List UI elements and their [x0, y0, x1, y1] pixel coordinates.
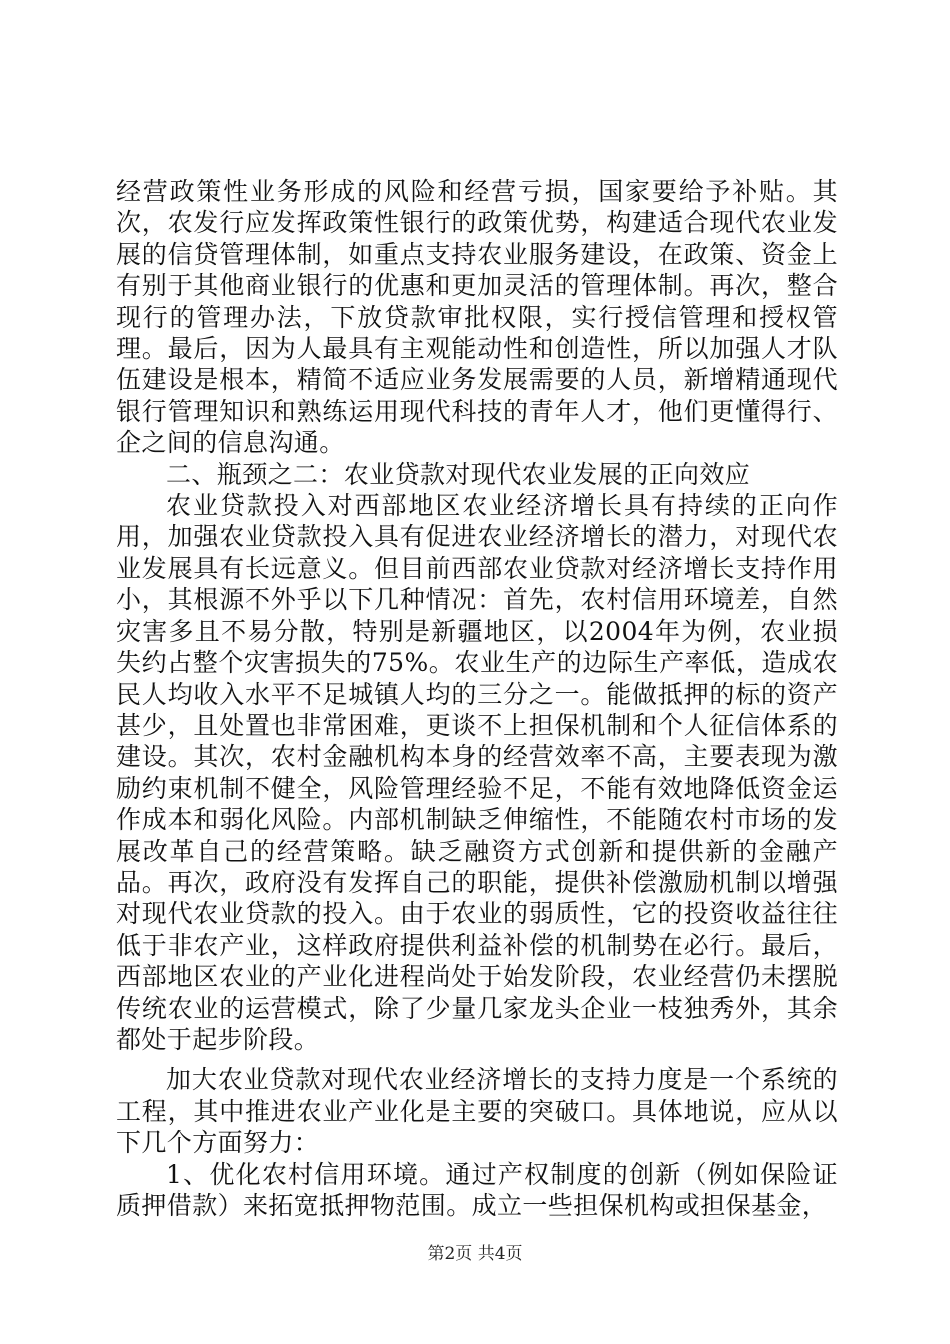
paragraph: 农业贷款投入对西部地区农业经济增长具有持续的正向作用，加强农业贷款投入具有促进农业经济增长的潜力，对现代农业发展具有长远意义。但目前西部农业贷款对经济增长支持作用小，其根源不外乎以下几种情况：首先，农村信用环境差，自然灾害多且不易分散，特别是新疆地区，以2004年为例，农业损失约占整个灾害损失的75%。农业生产的边际生产率低，造成农民人均收入水平不足城镇人均的三分之一。能做抵押的标的资产甚少，且处置也非常困难，更谈不上担保机制和个人征信体系的建设。其次，农村金融机构本身的经营效率不高，主要表现为激励约束机制不健全，风险管理经验不足，不能有效地降低资金运作成本和弱化风险。内部机制缺乏伸缩性，不能随农村市场的发展改革自己的经营策略。缺乏融资方式创新和提供新的金融产品。再次，政府没有发挥自己的职能，提供补偿激励机制以增强对现代农业贷款的投入。由于农业的弱质性，它的投资收益往往低于非农产业，这样政府提供利益补偿的机制势在必行。最后，西部地区农业的产业化进程尚处于始发阶段，农业经营仍未摆脱传统农业的运营模式，除了少量几家龙头企业一枝独秀外，其余都处于起步阶段。 — [116, 491, 838, 1054]
paragraph-list-item: 1、优化农村信用环境。通过产权制度的创新（例如保险证质押借款）来拓宽抵押物范围。成立一些担保机构或担保基金， — [116, 1159, 838, 1220]
page-footer — [0, 1244, 950, 1264]
paragraph-gap — [116, 1055, 838, 1064]
document-body — [116, 176, 838, 1221]
section-heading: 二、瓶颈之二：农业贷款对现代农业发展的正向效应 — [166, 459, 751, 489]
paragraph-continuation: 经营政策性业务形成的风险和经营亏损，国家要给予补贴。其次，农发行应发挥政策性银行的政策优势，构建适合现代农业发展的信贷管理体制，如重点支持农业服务建设，在政策、资金上有别于其他商业银行的优惠和更加灵活的管理体制。再次，整合现行的管理办法，下放贷款审批权限，实行授信管理和授权管理。最后，因为人最具有主观能动性和创造性，所以加强人才队伍建设是根本，精简不适应业务发展需要的人员，新增精通现代银行管理知识和熟练运用现代科技的青年人才，他们更懂得行、企之间的信息沟通。 — [116, 177, 838, 458]
page-number-label: 第2页 共4页 — [427, 1244, 523, 1264]
paragraph: 加大农业贷款对现代农业经济增长的支持力度是一个系统的工程，其中推进农业产业化是主要的突破口。具体地说，应从以下几个方面努力： — [116, 1065, 838, 1158]
